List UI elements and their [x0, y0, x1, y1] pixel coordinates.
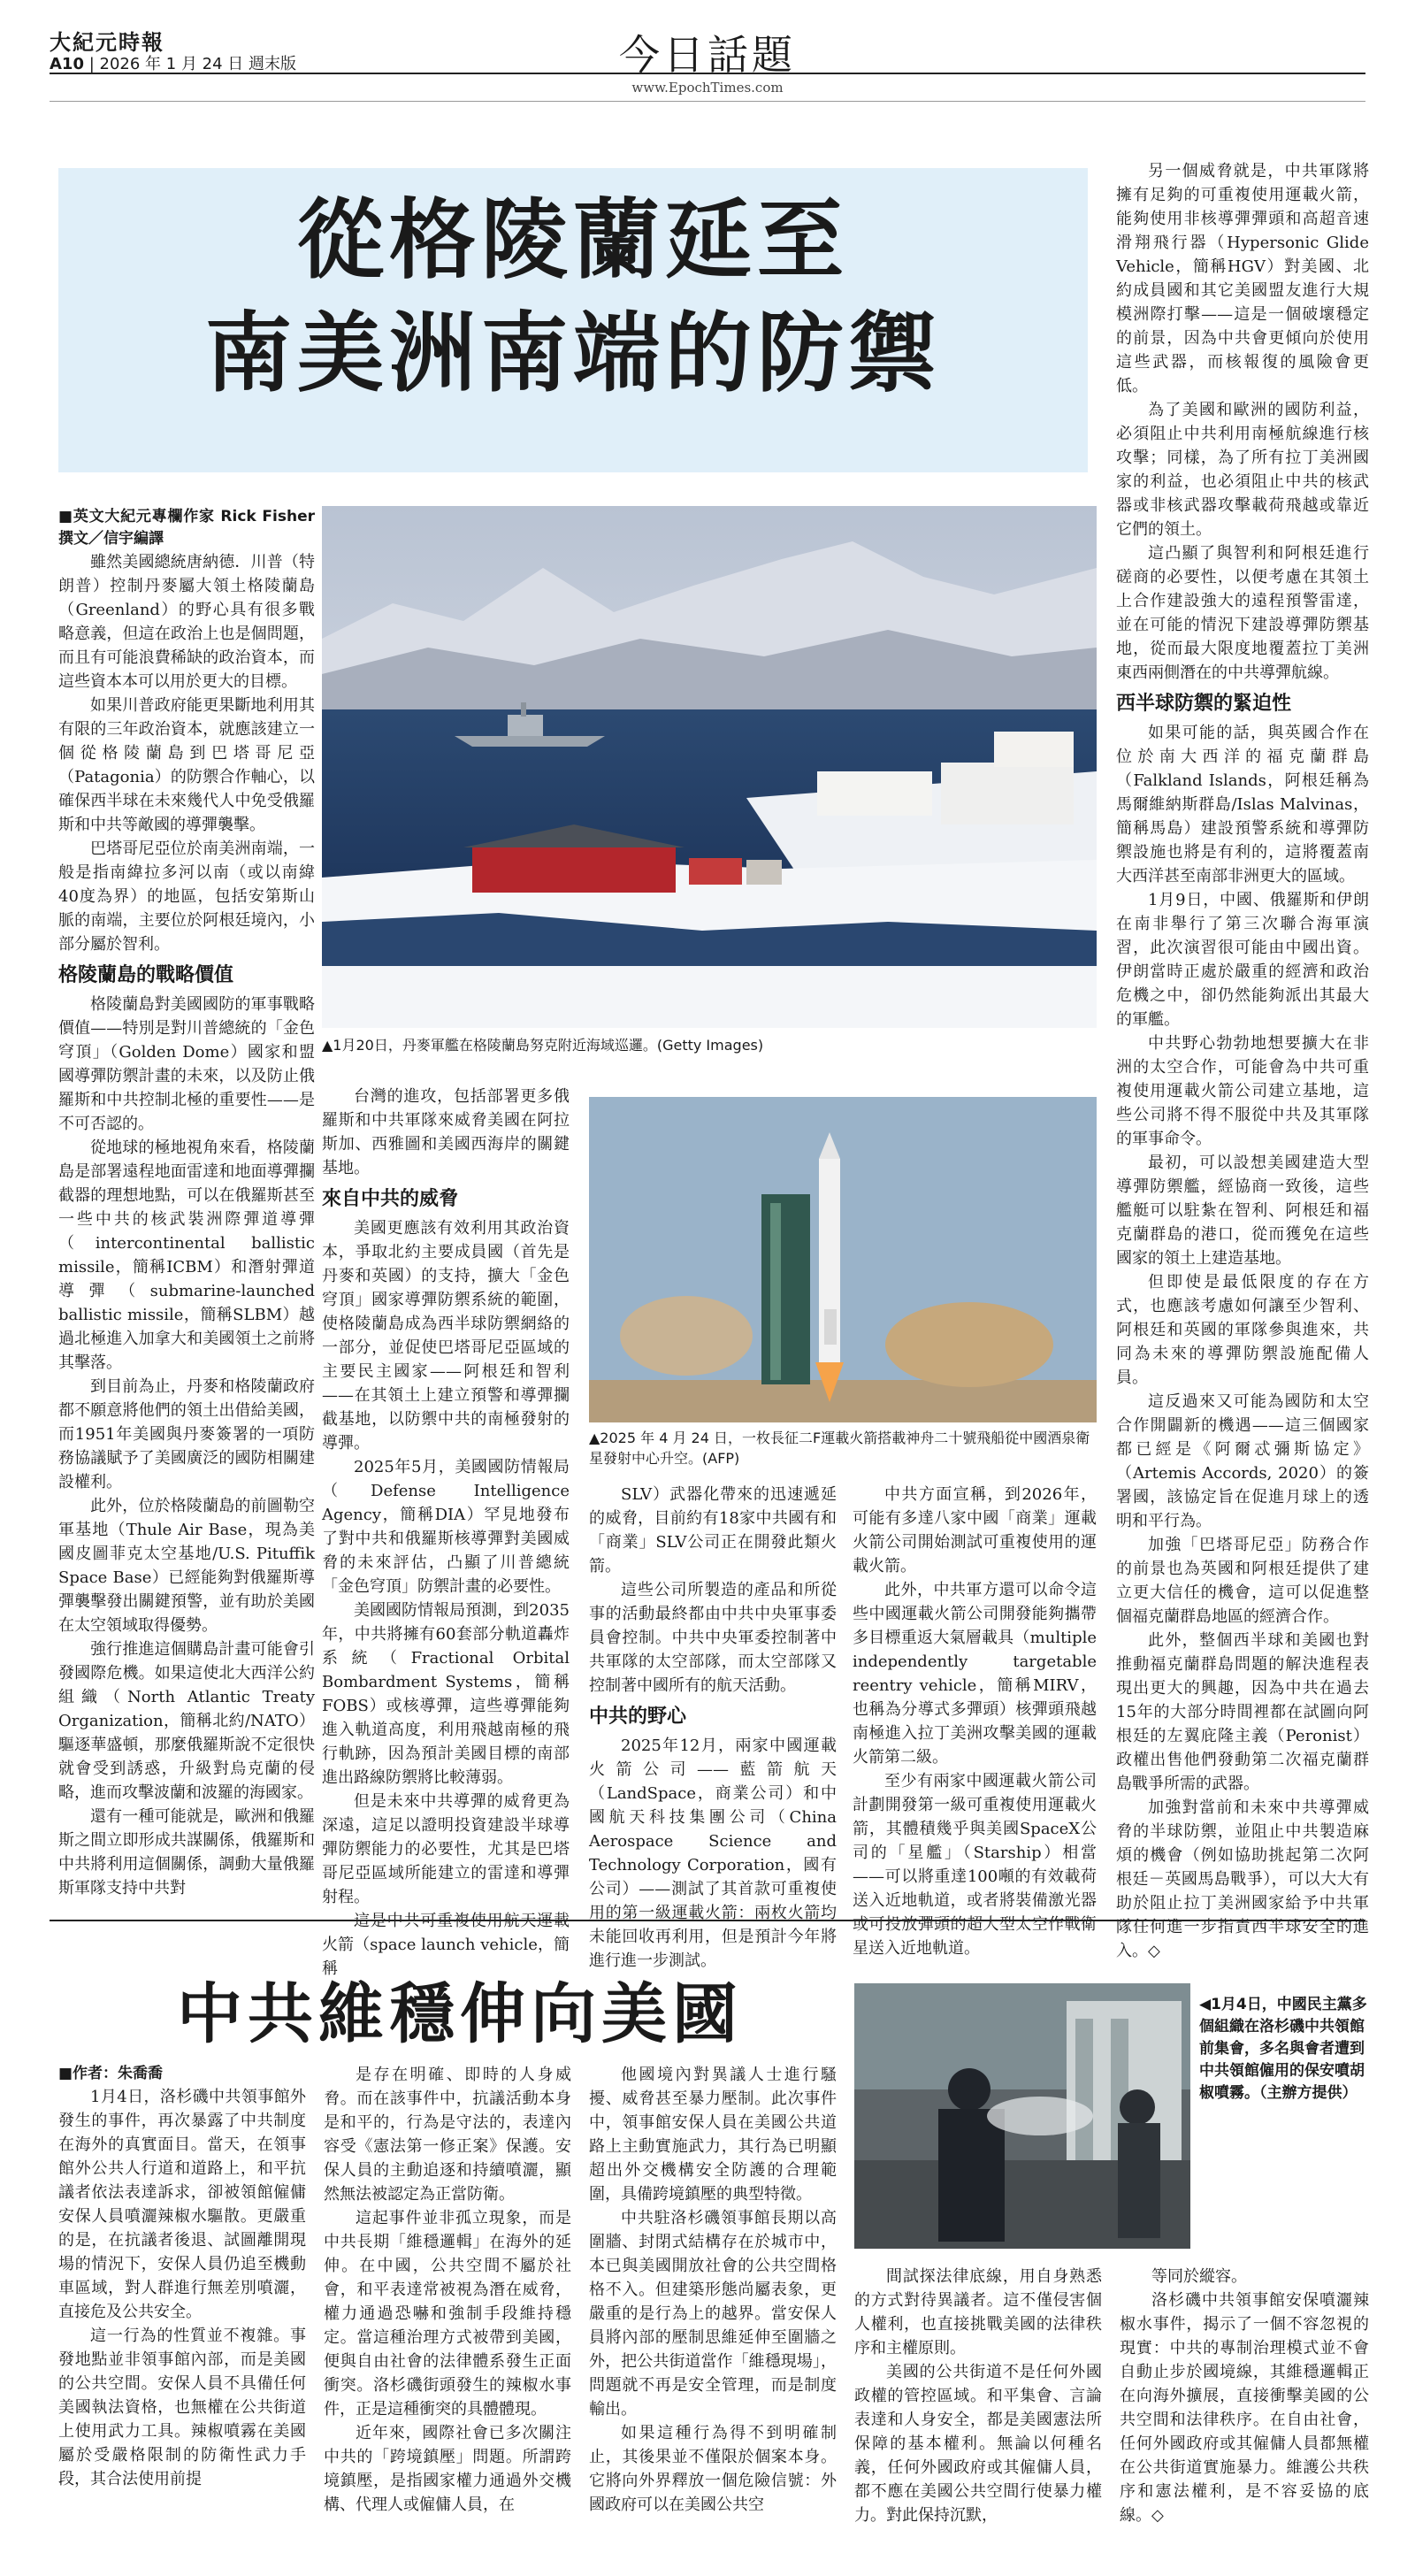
article1-byline: ■英文大紀元專欄作家 Rick Fisher撰文／信宇編譯 — [58, 508, 315, 548]
greenland-photo-caption: ▲1月20日，丹麥軍艦在格陵蘭島努克附近海域巡邏。(Getty Images) — [322, 1037, 764, 1054]
page-separator: | — [88, 55, 95, 73]
article1-col2-paragraphs-2 — [322, 1216, 570, 1981]
paragraph: 近年來，國際社會已多次關注中共的「跨境鎮壓」問題。所謂跨境鎮壓，是指國家權力通過外交機構、代理人或僱傭人員，在 — [324, 2424, 571, 2514]
paragraph: 還有一種可能就是，歐洲和俄羅斯之間立即形成共謀關係，俄羅斯和中共將利用這個關係，調動大量俄羅斯軍隊支持中共對 — [58, 1807, 315, 1898]
paragraph: 中共駐洛杉磯領事館長期以高圍牆、封閉式結構存在於城市中，本已與美國開放社會的公共空間格格不入。但建築形態尚屬表象，更嚴重的是行為上的越界。當安保人員將內部的壓制思維延伸至圍牆之外，把公共街道當作「維穩現場」，問題就不再是安全管理，而是制度輸出。 — [589, 2209, 837, 2419]
protest-photo-art — [854, 1983, 1190, 2249]
greenland-photo-art — [322, 506, 1097, 1028]
paragraph: 美國更應該有效利用其政治資本，爭取北約主要成員國（首先是丹麥和英國）的支持，擴大「金色穹頂」國家導彈防禦系統的範圍，使格陵蘭島成為西半球防禦網絡的一部分，並促使巴塔哥尼亞區域的主要民主國家——阿根廷和智利——在其領土上建立預警和導彈攔截基地，以防禦中共的南極發射的導彈。 — [322, 1219, 570, 1453]
greenland-warship-photo — [322, 506, 1097, 1028]
rocket-launch-art — [589, 1097, 1097, 1422]
paragraph: 但即使是最低限度的存在方式，也應該考慮如何讓至少智利、阿根廷和英國的軍隊參與進來，共同為未來的導彈防禦設施配備人員。 — [1116, 1273, 1369, 1387]
article1-column-2 — [322, 1085, 570, 1981]
paragraph: 這凸顯了與智利和阿根廷進行磋商的必要性，以便考慮在其領土上合作建設強大的遠程預警雷達，並在可能的情況下建設導彈防禦基地，從而最大限度地覆蓋拉丁美洲東西兩側潛在的中共導彈航線。 — [1116, 544, 1369, 682]
article1-subhead-ccp-threat: 來自中共的威脅 — [322, 1188, 459, 1210]
paragraph: 他國境內對異議人士進行騷擾、威脅甚至暴力壓制。此次事件中，領事館安保人員在美國公共道路上主動實施武力，其行為已明顯超出外交機構安全防護的合理範圍，具備跨境鎮壓的典型特徵。 — [589, 2066, 837, 2204]
paragraph: 但是未來中共導彈的威脅更為深遠，這足以證明投資建設半球導彈防禦能力的必要性，尤其是巴塔哥尼亞區域所能建立的雷達和導彈射程。 — [322, 1792, 570, 1906]
paragraph: SLV）武器化帶來的迅速遞延的威脅，目前約有18家中共國有和「商業」SLV公司正在開發此類火箭。 — [589, 1485, 837, 1576]
paragraph: 到目前為止，丹麥和格陵蘭政府都不願意將他們的領土出借給美國，而1951年美國與丹麥簽署的一項防務協議賦予了美國廣泛的國防相關建設權利。 — [58, 1377, 315, 1491]
page-number: A10 — [50, 55, 84, 73]
paragraph: 台灣的進攻，包括部署更多俄羅斯和中共軍隊來威脅美國在阿拉斯加、西雅圖和美國西海岸的關鍵基地。 — [322, 1087, 570, 1177]
article2-col1-paragraphs — [58, 2085, 306, 2491]
paragraph: 此外，位於格陵蘭島的前圖勒空軍基地（Thule Air Base，現為美國皮圖菲克太空基地/U.S. Pituffik Space Base）已經能夠對俄羅斯導彈襲擊發出關鍵預警，並有助於美國在太空領域取得優勢。 — [58, 1497, 315, 1635]
paragraph: 如果可能的話，與英國合作在位於南大西洋的福克蘭群島（Falkland Islands，阿根廷稱為馬爾維納斯群島/Islas Malvinas，簡稱馬島）建設預警系統和導彈防禦設施也將是有利的，這將覆蓋南大西洋甚至南部非洲更大的區域。 — [1116, 724, 1369, 886]
article1-column-3 — [589, 1483, 837, 1973]
article2-column-5 — [1120, 2265, 1369, 2527]
paragraph: 如果川普政府能更果斷地利用其有限的三年政治資本，就應該建立一個從格陵蘭島到巴塔哥尼亞（Patagonia）的防禦合作軸心，以確保西半球在未來幾代人中免受俄羅斯和中共等敵國的導彈襲擊。 — [58, 696, 315, 834]
article1-col4-paragraphs — [853, 1483, 1097, 1960]
headline-line-2: 南美洲南端的防禦 — [204, 303, 941, 404]
paragraph: 2025年12月，兩家中國運載火箭公司——藍箭航天（LandSpace，商業公司）和中國航天科技集團公司（China Aerospace Science and Technology Corporation，國有公司）——測試了其首款可重複使用的第一級運載火箭：兩枚火箭均未能回收再利用，但是預計今年將進行進一步測試。 — [589, 1736, 837, 1970]
paragraph: 洛杉磯中共領事館安保噴灑辣椒水事件，揭示了一個不容忽視的現實：中共的專制治理模式並不會自動止步於國境線，其維穩邏輯正在向海外擴展，直接衝擊美國的公共空間和法律秩序。在自由社會，任何外國政府或其僱傭人員都無權在公共街道實施暴力。維護公共秩序和憲法權利，是不容妥協的底線。◇ — [1120, 2291, 1369, 2525]
paragraph: 此外，整個西半球和美國也對推動福克蘭群島問題的解決進程表現出更大的興趣，因為中共在過去15年的大部分時間裡都在試圖向阿根廷的左翼庇隆主義（Peronist）政權出售他們發動第二次福克蘭群島戰爭所需的武器。 — [1116, 1631, 1369, 1793]
article1-col5-paragraphs-2 — [1116, 721, 1369, 1963]
paragraph: 中共野心勃勃地想要擴大在非洲的太空合作，可能會為中共可重複使用運載火箭公司建立基地，這些公司將不得不服從中共及其軍隊的軍事命令。 — [1116, 1034, 1369, 1148]
article2-col5-paragraphs — [1120, 2265, 1369, 2527]
article1-col3-paragraphs — [589, 1483, 837, 1698]
paragraph: 如果這種行為得不到明確制止，其後果並不僅限於個案本身。它將向外界釋放一個危險信號：外國政府可以在美國公共空 — [589, 2424, 837, 2514]
header-divider — [50, 73, 1365, 74]
article2-byline: ■作者：朱喬喬 — [58, 2065, 164, 2082]
paragraph: 2025年5月，美國國防情報局（Defense Intelligence Agency，簡稱DIA）罕見地發布了對中共和俄羅斯核導彈對美國威脅的未來評估，凸顯了川普總統「金色穹頂」防禦計畫的必要性。 — [322, 1458, 570, 1596]
article1-subhead-ccp-ambition: 中共的野心 — [589, 1706, 687, 1728]
paragraph: 這些公司所製造的產品和所從事的活動最終都由中共中央軍事委員會控制。中共中央軍委控制著中共軍隊的太空部隊，而太空部隊又控制著中國所有的航天活動。 — [589, 1581, 837, 1695]
article1-col1-paragraphs-2 — [58, 993, 315, 1900]
rocket-launch-photo — [589, 1097, 1097, 1422]
article2-col3-paragraphs — [589, 2063, 837, 2517]
paragraph: 1月9日，中國、俄羅斯和伊朗在南非舉行了第三次聯合海軍演習，此次演習很可能由中國出資。伊朗當時正處於嚴重的經濟和政治危機之中，卻仍然能夠派出其最大的軍艦。 — [1116, 891, 1369, 1029]
article1-col3-paragraphs-2 — [589, 1734, 837, 1973]
article-divider — [50, 1920, 1365, 1921]
article1-subhead-hemisphere: 西半球防禦的緊迫性 — [1116, 693, 1292, 715]
article2-column-3 — [589, 2063, 837, 2517]
article2-col2-paragraphs — [324, 2063, 571, 2517]
paragraph: 是存在明確、即時的人身威脅。而在該事件中，抗議活動本身是和平的，行為是守法的，表達內容受《憲法第一修正案》保護。安保人員的主動追逐和持續噴灑，顯然無法被認定為正當防衛。 — [324, 2066, 571, 2204]
newspaper-logo: 大紀元時報 — [50, 29, 164, 55]
paragraph: 另一個威脅就是，中共軍隊將擁有足夠的可重複使用運載火箭，能夠使用非核導彈彈頭和高超音速滑翔飛行器（Hypersonic Glide Vehicle，簡稱HGV）對美國、北約成員國和其它美國盟友進行大規模洲際打擊——這是一個破壞穩定的前景，因為中共會更傾向於使用這些武器，而核報復的風險會更低。 — [1116, 162, 1369, 395]
header-divider-thin — [50, 101, 1365, 102]
site-url: www.EpochTimes.com — [631, 80, 784, 96]
paragraph: 格陵蘭島對美國國防的軍事戰略價值——特別是對川普總統的「金色穹頂」（Golden Dome）國家和盟國導彈防禦計畫的未來，以及防止俄羅斯和中共控制北極的重要性——是不可否認的。 — [58, 995, 315, 1133]
paragraph: 等同於縱容。 — [1151, 2267, 1247, 2286]
article2-col4-paragraphs — [854, 2265, 1102, 2527]
paragraph: 1月4日，洛杉磯中共領事館外發生的事件，再次暴露了中共制度在海外的真實面目。當天，在領事館外公共人行道和道路上，和平抗議者依法表達訴求，卻被領館僱傭安保人員噴灑辣椒水驅散。更嚴重的是，在抗議者後退、試圖離開現場的情況下，安保人員仍追至機動車區域，對人群進行無差別噴灑，直接危及公共安全。 — [58, 2088, 306, 2321]
paragraph: 加強對當前和未來中共導彈威脅的半球防禦，並阻止中共製造麻煩的機會（例如協助挑起第二次阿根廷－英國馬島戰爭），可以大大有助於阻止拉丁美洲國家給予中共軍隊任何進一步指責西半球安全的進入。◇ — [1116, 1798, 1369, 1960]
article1-column-5 — [1116, 159, 1369, 1963]
paragraph: 最初，可以設想美國建造大型導彈防禦艦，經協商一致後，這些艦艇可以駐紮在智利、阿根廷和福克蘭群島的港口，從而獲免在這些國家的領土上建造基地。 — [1116, 1154, 1369, 1268]
paragraph: 此外，中共軍方還可以命令這些中國運載火箭公司開發能夠攜帶多目標重返大氣層載具（multiple independently targetable reentry vehicle，簡稱MIRV，也稱為分導式多彈頭）核彈頭飛越南極進入拉丁美洲攻擊美國的運載火箭第二級。 — [853, 1581, 1097, 1767]
rocket-photo-caption: ▲2025 年 4 月 24 日，一枚長征二F運載火箭搭載神舟二十號飛船從中國酒泉衛星發射中心升空。(AFP) — [589, 1430, 1090, 1467]
headline-line-1: 從格陵蘭延至 — [296, 189, 849, 291]
paragraph: 至少有兩家中國運載火箭公司計劃開發第一級可重複使用運載火箭，其體積幾乎與美國SpaceX公司的「星艦」（Starship）相當——可以將重達100噸的有效載荷送入近地軌道，或者將裝備激光器或可投放彈頭的超大型太空作戰衛星送入近地軌道。 — [853, 1772, 1097, 1958]
paragraph: 為了美國和歐洲的國防利益，必須阻止中共利用南極航線進行核攻擊；同樣，為了所有拉丁美洲國家的利益，也必須阻止中共的核武器或非核武器攻擊載荷飛越或靠近它們的領土。 — [1116, 401, 1369, 539]
paragraph: 這一行為的性質並不複雜。事發地點並非領事館內部，而是美國的公共空間。安保人員不具備任何美國執法資格，也無權在公共街道上使用武力工具。辣椒噴霧在美國屬於受嚴格限制的防衛性武力手段，其合法使用前提 — [58, 2327, 306, 2488]
paragraph: 雖然美國總統唐納德．川普（特朗普）控制丹麥屬大領土格陵蘭島（Greenland）的野心具有很多戰略意義，但這在政治上也是個問題，而且有可能浪費稀缺的政治資本，而這些資本本可以用於更大的目標。 — [58, 553, 315, 691]
paragraph: 這起事件並非孤立現象，而是中共長期「維穩邏輯」在海外的延伸。在中國，公共空間不屬於社會，和平表達常被視為潛在威脅，權力通過恐嚇和強制手段維持穩定。當這種治理方式被帶到美國，便與自由社會的法律體系發生正面衝突。洛杉磯街頭發生的辣椒水事件，正是這種衝突的具體體現。 — [324, 2209, 571, 2419]
paragraph: 加強「巴塔哥尼亞」防務合作的前景也為英國和阿根廷提供了建立更大信任的機會，這可以促進整個福克蘭群島地區的經濟合作。 — [1116, 1536, 1369, 1626]
article1-col5-paragraphs — [1116, 159, 1369, 685]
paragraph: 這是中共可重複使用航天運載火箭（space launch vehicle，簡稱 — [322, 1912, 570, 1978]
paragraph: 間試探法律底線，用自身熟悉的方式對待異議者。這不僅侵害個人權利，也直接挑戰美國的法律秩序和主權原則。 — [854, 2267, 1102, 2358]
paragraph: 這反過來又可能為國防和太空合作開闢新的機遇——這三個國家都已經是《阿爾忒彌斯協定》（Artemis Accords, 2020）的簽署國，該協定旨在促進月球上的透明和平行為。 — [1116, 1392, 1369, 1530]
protest-photo-caption: ◀1月4日，中國民主黨多個組織在洛杉磯中共領館前集會，多名與會者遭到中共領館僱用的保安噴胡椒噴霧。（主辦方提供） — [1199, 1996, 1367, 2102]
section-title: 今日話題 — [619, 31, 796, 79]
article2-column-1 — [58, 2063, 306, 2491]
article2-column-4 — [854, 2265, 1102, 2527]
article1-headline — [58, 184, 1088, 410]
paragraph: 中共方面宣稱，到2026年，可能有多達八家中國「商業」運載火箭公司開始測試可重複使用的運載火箭。 — [853, 1485, 1097, 1576]
article1-col2-paragraphs — [322, 1085, 570, 1180]
article1-column-4 — [853, 1483, 1097, 1960]
paragraph: 從地球的極地視角來看，格陵蘭島是部署遠程地面雷達和地面導彈攔截器的理想地點，可以在俄羅斯甚至一些中共的核武裝洲際彈道導彈（intercontinental ballistic missile，簡稱ICBM）和潛射彈道導彈（submarine-launched ballistic missile，簡稱SLBM）越過北極進入加拿大和美國領土之前將其擊落。 — [58, 1138, 315, 1372]
article1-subhead-greenland: 格陵蘭島的戰略價值 — [58, 964, 234, 986]
article2-column-2 — [324, 2063, 571, 2517]
article1-col1-paragraphs — [58, 550, 315, 956]
paragraph: 美國的公共街道不是任何外國政權的管控區域。和平集會、言論表達和人身安全，都是美國憲法所保障的基本權利。無論以何種名義，任何外國政府或其僱傭人員，都不應在美國公共空間行使暴力權力。對此保持沉默， — [854, 2363, 1102, 2525]
issue-date: 2026 年 1 月 24 日 週末版 — [99, 55, 297, 73]
paragraph: 美國國防情報局預測，到2035年，中共將擁有60套部分軌道轟炸系統（Fractional Orbital Bombardment Systems，簡稱FOBS）或核導彈，這些導彈能夠進入軌道高度，利用飛越南極的飛行軌跡，因為預計美國目標的南部進出路線防禦將比較薄弱。 — [322, 1601, 570, 1787]
protest-photo — [854, 1983, 1190, 2249]
paragraph: 巴塔哥尼亞位於南美洲南端，一般是指南緯拉多河以南（或以南緯40度為界）的地區，包括安第斯山脈的南端，主要位於阿根廷境內，小部分屬於智利。 — [58, 840, 315, 954]
paragraph: 強行推進這個購島計畫可能會引發國際危機。如果這使北大西洋公約組織（North Atlantic Treaty Organization，簡稱北約/NATO）驅逐華盛頓，那麼俄羅斯說不定很快就會受到誘惑，升級對烏克蘭的侵略，進而攻擊波蘭和波羅的海國家。 — [58, 1640, 315, 1802]
article1-column-1 — [58, 506, 315, 1900]
article2-headline: 中共維穩伸向美國 — [177, 1976, 743, 2052]
